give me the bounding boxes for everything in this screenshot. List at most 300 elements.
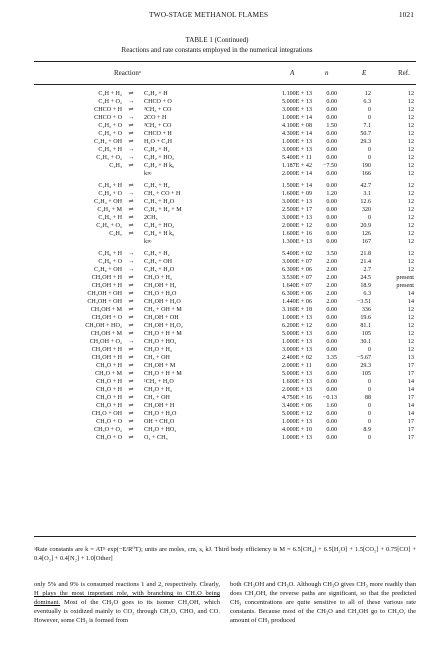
- cell-a-value: 1.000E + 13: [282, 139, 313, 145]
- cell-a-value: 2.000E + 14: [282, 171, 313, 177]
- cell-n-value: 3.35: [326, 355, 337, 361]
- table-row: [0, 206, 434, 214]
- cell-e-value: 42.7: [360, 183, 371, 189]
- cell-reactant: CH₂OH + H: [91, 347, 122, 353]
- cell-reactant: CH₃OH + H: [91, 275, 122, 281]
- cell-arrow: ⇌: [128, 411, 134, 417]
- cell-product: ³CH₂ + CO: [144, 107, 172, 113]
- cell-e-value: 21.4: [360, 259, 371, 265]
- table-row: [0, 98, 434, 106]
- cell-arrow: →: [127, 267, 135, 273]
- table-row: [0, 290, 434, 298]
- cell-ref-value: 12: [407, 199, 414, 205]
- cell-reactant: C₂H₂ + O: [98, 123, 122, 129]
- cell-arrow: ⇌: [128, 183, 134, 189]
- cell-reactant: CH₃O + H: [96, 395, 122, 401]
- cell-arrow: ⇌: [128, 131, 134, 137]
- cell-ref-value: 12: [407, 155, 414, 161]
- cell-e-value: 0: [367, 387, 371, 393]
- cell-arrow: ⇌: [128, 395, 134, 401]
- cell-ref-value: 14: [407, 299, 414, 305]
- cell-product: CH₂OH + H₂O₂: [144, 323, 183, 329]
- table-row: [0, 274, 434, 282]
- cell-arrow: →: [127, 259, 135, 265]
- cell-a-value: 4.750E + 16: [282, 395, 313, 401]
- cell-product: ³CH₂ + CO: [144, 123, 172, 129]
- running-head-title: TWO-STAGE METHANOL FLAMES: [149, 10, 269, 19]
- cell-product: CH₂OH + OH: [144, 315, 179, 321]
- cell-arrow: ⇌: [128, 231, 134, 237]
- table-row: [0, 314, 434, 322]
- cell-n-value: 1.20: [326, 191, 337, 197]
- cell-a-value: 1.300E + 13: [282, 239, 313, 245]
- cell-n-value: 0.00: [326, 107, 337, 113]
- cell-product: k∞: [144, 239, 152, 245]
- cell-arrow: ⇌: [128, 347, 134, 353]
- cell-product: C₂H₅ + H₂O: [144, 267, 175, 273]
- cell-arrow: ⇌: [128, 323, 134, 329]
- cell-e-value: 0: [367, 215, 371, 221]
- table-row: [0, 330, 434, 338]
- cell-n-value: 0.00: [326, 315, 337, 321]
- cell-arrow: ⇌: [128, 139, 134, 145]
- cell-a-value: 1.500E + 14: [282, 183, 313, 189]
- cell-reactant: CH₃OH + O: [91, 315, 122, 321]
- cell-e-value: 6.3: [363, 99, 371, 105]
- cell-product: CH₂O + HO₂: [144, 339, 177, 345]
- cell-reactant: CHCO + O: [94, 115, 122, 121]
- cell-n-value: 2.00: [326, 283, 337, 289]
- cell-n-value: 2.00: [326, 275, 337, 281]
- table-row: [0, 426, 434, 434]
- cell-e-value: 81.1: [360, 323, 371, 329]
- cell-product: CH₃ + CO + H: [144, 191, 181, 197]
- cell-a-value: 2.000E + 11: [282, 363, 312, 369]
- cell-reactant: CH₂OH + M: [90, 331, 122, 337]
- table-row: [0, 90, 434, 98]
- cell-product: CH₂OH + H₂: [144, 283, 177, 289]
- table-row: [0, 354, 434, 362]
- cell-ref-value: 12: [407, 171, 414, 177]
- cell-n-value: 2.00: [326, 291, 337, 297]
- table-row: [0, 162, 434, 170]
- cell-ref-value: 17: [407, 363, 414, 369]
- cell-n-value: 1.60: [326, 403, 337, 409]
- cell-a-value: 1.600E + 09: [282, 191, 313, 197]
- table-row: [0, 230, 434, 238]
- cell-arrow: →: [127, 99, 135, 105]
- cell-n-value: 0.00: [326, 91, 337, 97]
- cell-n-value: 0.00: [326, 147, 337, 153]
- cell-arrow: ⇌: [128, 419, 134, 425]
- cell-product: C₂H₂ + H k₀: [144, 163, 175, 169]
- cell-arrow: ⇌: [128, 435, 134, 441]
- cell-a-value: 2.000E + 12: [282, 223, 313, 229]
- cell-product: CH₂O + H + M: [144, 371, 182, 377]
- cell-e-value: 88: [364, 395, 371, 401]
- cell-product: C₂H₅ + OH: [144, 259, 172, 265]
- cell-e-value: 0: [367, 435, 371, 441]
- table-row: [0, 386, 434, 394]
- cell-n-value: 0.00: [326, 419, 337, 425]
- cell-reactant: CH₃O + O: [96, 435, 122, 441]
- cell-arrow: →: [127, 115, 135, 121]
- cell-ref-value: 12: [407, 267, 414, 273]
- cell-e-value: 12: [364, 91, 371, 97]
- cell-reactant: CH₃O + O₂: [94, 427, 122, 433]
- cell-a-value: 3.160E + 18: [282, 307, 313, 313]
- cell-a-value: 1.600E + 16: [282, 231, 313, 237]
- cell-a-value: 5.000E + 12: [282, 411, 313, 417]
- cell-n-value: 1.50: [326, 123, 337, 129]
- table-row: [0, 394, 434, 402]
- cell-reactant: CH₂OH + O₂: [89, 339, 122, 345]
- cell-e-value: 0: [367, 411, 371, 417]
- cell-n-value: 0.00: [326, 215, 337, 221]
- cell-product: C₂H₂ + H: [144, 91, 168, 97]
- col-header-e: E: [362, 69, 367, 77]
- cell-n-value: 0.00: [326, 239, 337, 245]
- cell-n-value: 0.00: [326, 99, 337, 105]
- cell-arrow: ⇌: [128, 315, 134, 321]
- cell-e-value: 336: [361, 307, 371, 313]
- cell-reactant: C₂H₆ + O: [98, 259, 122, 265]
- col-header-reaction: Reactionᵃ: [114, 69, 141, 77]
- table-row: [0, 266, 434, 274]
- cell-a-value: 5.400E + 11: [282, 155, 312, 161]
- cell-ref-value: 12: [407, 215, 414, 221]
- cell-arrow: ⇌: [128, 427, 134, 433]
- cell-a-value: 4.000E + 10: [282, 427, 313, 433]
- cell-product: CH₂O + H₂O: [144, 411, 177, 417]
- cell-e-value: 167: [361, 239, 371, 245]
- cell-product: C₂H₃ + H₂: [144, 183, 170, 189]
- table-row: [0, 222, 434, 230]
- cell-a-value: 1.000E + 13: [282, 339, 313, 345]
- cell-product: CH₃O + H₂O: [144, 291, 177, 297]
- cell-reactant: C₂H₆ + OH: [94, 267, 122, 273]
- cell-e-value: 105: [361, 331, 371, 337]
- cell-product: CH₃ + OH: [144, 395, 170, 401]
- cell-n-value: 0.00: [326, 199, 337, 205]
- cell-e-value: 29.3: [360, 363, 371, 369]
- table-row: [0, 306, 434, 314]
- cell-product: O₂ + CH₃: [144, 435, 168, 441]
- cell-a-value: 6.200E + 12: [282, 323, 313, 329]
- cell-a-value: 3.000E + 13: [282, 107, 313, 113]
- cell-arrow: ⇌: [128, 283, 134, 289]
- cell-reactant: CH₃O + H: [96, 403, 122, 409]
- cell-product: CH₂O + HO₂: [144, 427, 177, 433]
- cell-n-value: 0.00: [326, 435, 337, 441]
- table-label: TABLE 1 (Continued): [185, 36, 249, 44]
- table-caption: [0, 36, 434, 55]
- cell-e-value: 0: [367, 147, 371, 153]
- cell-e-value: 24.5: [360, 275, 371, 281]
- cell-ref-value: 14: [407, 403, 414, 409]
- cell-reactant: CH₃O + M: [95, 371, 122, 377]
- cell-ref-value: 12: [407, 191, 414, 197]
- cell-n-value: 0.00: [326, 115, 337, 121]
- cell-n-value: 0.00: [326, 155, 337, 161]
- cell-e-value: 0: [367, 419, 371, 425]
- cell-n-value: 0.00: [326, 207, 337, 213]
- cell-n-value: −0.13: [322, 395, 337, 401]
- cell-ref-value: present: [396, 275, 414, 281]
- col-header-a: A: [290, 69, 295, 77]
- cell-product: CH₂O + H + M: [144, 331, 182, 337]
- cell-reactant: C₂H₄ + M: [97, 207, 122, 213]
- cell-n-value: −7.50: [322, 163, 337, 169]
- cell-e-value: 320: [361, 207, 371, 213]
- cell-n-value: 0.00: [326, 223, 337, 229]
- cell-n-value: 2.00: [326, 259, 337, 265]
- cell-product: CH₂O + H₂: [144, 347, 172, 353]
- cell-ref-value: 12: [407, 223, 414, 229]
- cell-e-value: 0: [367, 107, 371, 113]
- cell-e-value: 166: [361, 171, 371, 177]
- table-row: [0, 370, 434, 378]
- body-text-left-underlined: H plays the most important role, with branching to CH₂O being dominant.: [34, 590, 220, 606]
- cell-a-value: 2.000E + 13: [282, 387, 313, 393]
- cell-reactant: C₂H₄ + O: [98, 191, 122, 197]
- cell-a-value: 2.400E + 02: [282, 355, 313, 361]
- cell-arrow: ⇌: [128, 291, 134, 297]
- cell-ref-value: 14: [407, 411, 414, 417]
- cell-arrow: →: [127, 147, 135, 153]
- cell-ref-value: 12: [407, 91, 414, 97]
- cell-arrow: ⇌: [128, 123, 134, 129]
- cell-product: OH + CH₂O: [144, 419, 175, 425]
- cell-n-value: 0.00: [326, 131, 337, 137]
- cell-n-value: 0.00: [326, 139, 337, 145]
- cell-n-value: 0.00: [326, 379, 337, 385]
- cell-reactant: CH₃OH + H: [91, 283, 122, 289]
- cell-ref-value: 12: [407, 315, 414, 321]
- cell-reactant: C₂H₃ + O₂: [96, 155, 122, 161]
- table-row: [0, 198, 434, 206]
- cell-arrow: →: [127, 191, 135, 197]
- cell-n-value: 0.00: [326, 331, 337, 337]
- table-row: [0, 138, 434, 146]
- cell-ref-value: present: [396, 283, 414, 289]
- cell-reactant: C₂H₄ + OH: [94, 199, 122, 205]
- cell-reactant: C₂H₅: [109, 231, 122, 237]
- cell-arrow: ⇌: [128, 207, 134, 213]
- cell-a-value: 1.187E + 42: [282, 163, 313, 169]
- cell-ref-value: 12: [407, 131, 414, 137]
- table-row: [0, 122, 434, 130]
- cell-ref-value: 12: [407, 307, 414, 313]
- cell-ref-value: 12: [407, 99, 414, 105]
- cell-e-value: 0: [367, 115, 371, 121]
- cell-n-value: 0.00: [326, 347, 337, 353]
- cell-arrow: ⇌: [128, 331, 134, 337]
- cell-arrow: ⇌: [128, 371, 134, 377]
- cell-arrow: ⇌: [128, 363, 134, 369]
- cell-reactant: CH₃OH + OH: [87, 299, 122, 305]
- table-row: [0, 182, 434, 190]
- table-row: [0, 298, 434, 306]
- table-row: [0, 146, 434, 154]
- body-text-left-column: [34, 580, 220, 625]
- table-row: [0, 402, 434, 410]
- cell-reactant: CH₃O + H: [96, 379, 122, 385]
- cell-ref-value: 14: [407, 291, 414, 297]
- cell-a-value: 1.600E + 13: [282, 379, 313, 385]
- cell-ref-value: 12: [407, 163, 414, 169]
- table-row: [0, 322, 434, 330]
- cell-a-value: 6.300E + 06: [282, 291, 313, 297]
- cell-n-value: 3.50: [326, 251, 337, 257]
- cell-n-value: 2.00: [326, 299, 337, 305]
- cell-n-value: 0.00: [326, 427, 337, 433]
- cell-n-value: 0.00: [326, 171, 337, 177]
- body-text-left-post: Most of the CH₃O goes to its isomer CH₂OH, which eventually is oxidized mainly to CO₂ through CH₂O, CHO, and CO. However, some CH₃ is formed from: [34, 599, 220, 624]
- table-title: Reactions and rate constants employed in the numerical integrations: [121, 45, 313, 54]
- table-row: [0, 362, 434, 370]
- cell-a-value: 5.000E + 13: [282, 371, 313, 377]
- cell-a-value: 4.100E + 08: [282, 123, 313, 129]
- cell-a-value: 5.000E + 13: [282, 331, 313, 337]
- table-row: [0, 378, 434, 386]
- cell-ref-value: 12: [407, 183, 414, 189]
- cell-ref-value: 12: [407, 323, 414, 329]
- cell-e-value: 0: [367, 403, 371, 409]
- cell-reactant: CHCO + H: [94, 107, 122, 113]
- cell-ref-value: 12: [407, 147, 414, 153]
- cell-a-value: 5.400E + 02: [282, 251, 313, 257]
- cell-e-value: 29.3: [360, 139, 371, 145]
- cell-product: H₂O + C₂H: [144, 139, 172, 145]
- cell-arrow: ⇌: [128, 107, 134, 113]
- cell-ref-value: 12: [407, 251, 414, 257]
- table-row: [0, 282, 434, 290]
- cell-reactant: CH₂OH + H: [91, 355, 122, 361]
- cell-a-value: 5.000E + 13: [282, 99, 313, 105]
- cell-a-value: 3.530E + 07: [282, 275, 313, 281]
- table-row: [0, 250, 434, 258]
- table-row: [0, 434, 434, 442]
- cell-product: CHCO + H: [144, 131, 172, 137]
- cell-product: CH₂OH + H₂O: [144, 299, 181, 305]
- cell-e-value: 6.3: [363, 291, 371, 297]
- cell-product: CH₂OH + M: [144, 363, 176, 369]
- cell-arrow: →: [127, 339, 135, 345]
- cell-reactant: CH₃O + O: [96, 419, 122, 425]
- cell-n-value: 0.00: [326, 363, 337, 369]
- cell-product: CHCO + O: [144, 99, 172, 105]
- cell-arrow: ⇌: [128, 91, 134, 97]
- table-row: [0, 106, 434, 114]
- cell-arrow: ⇌: [128, 215, 134, 221]
- cell-n-value: 0.00: [326, 371, 337, 377]
- cell-reactant: C₂H₅ + H: [98, 215, 122, 221]
- cell-n-value: 0.00: [326, 411, 337, 417]
- table-bottom-rule: [34, 536, 416, 537]
- cell-reactant: C₂H₆ + H: [98, 251, 122, 257]
- cell-e-value: 30.1: [360, 339, 371, 345]
- cell-arrow: ⇌: [128, 403, 134, 409]
- table-row: [0, 418, 434, 426]
- cell-a-value: 1.000E + 13: [282, 435, 313, 441]
- cell-ref-value: 12: [407, 115, 414, 121]
- page-number: 1021: [398, 10, 414, 19]
- cell-arrow: ⇌: [128, 307, 134, 313]
- cell-ref-value: 12: [407, 239, 414, 245]
- cell-arrow: ⇌: [128, 199, 134, 205]
- cell-a-value: 1.440E + 06: [282, 299, 313, 305]
- table-row: [0, 214, 434, 222]
- table-row: [0, 130, 434, 138]
- table-row: [0, 170, 434, 178]
- cell-a-value: 4.300E + 14: [282, 131, 313, 137]
- cell-a-value: 6.300E + 06: [282, 267, 313, 273]
- cell-n-value: 0.00: [326, 323, 337, 329]
- cell-a-value: 1.640E + 07: [282, 283, 313, 289]
- table-row: [0, 410, 434, 418]
- cell-arrow: ⇌: [128, 299, 134, 305]
- cell-a-value: 3.000E + 13: [282, 215, 313, 221]
- cell-n-value: 0.00: [326, 231, 337, 237]
- reaction-table-body: [0, 90, 434, 442]
- table-row: [0, 190, 434, 198]
- cell-arrow: ⇌: [128, 163, 134, 169]
- cell-ref-value: 12: [407, 207, 414, 213]
- cell-e-value: 3.1: [363, 191, 371, 197]
- cell-e-value: −3.51: [356, 299, 371, 305]
- cell-arrow: ⇌: [128, 223, 134, 229]
- cell-ref-value: 17: [407, 371, 414, 377]
- cell-ref-value: 12: [407, 231, 414, 237]
- cell-e-value: 190: [361, 163, 371, 169]
- cell-product: CH₃ + OH + M: [144, 307, 182, 313]
- cell-e-value: 105: [361, 371, 371, 377]
- cell-a-value: 1.000E + 14: [282, 115, 313, 121]
- cell-e-value: 18.9: [360, 283, 371, 289]
- cell-e-value: 7.1: [363, 123, 371, 129]
- cell-e-value: 12.6: [360, 199, 371, 205]
- cell-arrow: →: [127, 155, 135, 161]
- cell-product: 2CH₃: [144, 215, 158, 221]
- cell-ref-value: 12: [407, 107, 414, 113]
- cell-arrow: ⇌: [128, 355, 134, 361]
- table-footnote: ᵃRate constants are k = ATⁿ exp(−E/R⁰T); units are moles, cm, s, kJ. Third body efficiency is M = 6.5[CH₄] + 6.5[H₂O] + 1.5[CO₂] + 0.75[CO] + 0.4[O₂] + 0.4[N₂] + 1.0[Other]: [34, 546, 416, 562]
- cell-e-value: 0: [367, 379, 371, 385]
- cell-reactant: C₂H₄ + H: [98, 183, 122, 189]
- cell-a-value: 2.500E + 17: [282, 207, 313, 213]
- cell-a-value: 3.000E + 13: [282, 199, 313, 205]
- cell-e-value: 0: [367, 347, 371, 353]
- table-row: [0, 238, 434, 246]
- cell-reactant: C₂H + O₂: [98, 99, 122, 105]
- cell-ref-value: 17: [407, 427, 414, 433]
- table-row: [0, 338, 434, 346]
- cell-a-value: 1.000E + 13: [282, 419, 313, 425]
- cell-a-value: 1.000E + 13: [282, 315, 313, 321]
- cell-product: CH₂O + H₂: [144, 387, 172, 393]
- cell-reactant: CH₃O + H: [96, 363, 122, 369]
- table-row: [0, 258, 434, 266]
- cell-n-value: 0.00: [326, 183, 337, 189]
- cell-ref-value: 12: [407, 139, 414, 145]
- cell-reactant: CH₃OH + M: [90, 307, 122, 313]
- table-row: [0, 154, 434, 162]
- col-header-ref: Ref.: [398, 69, 410, 77]
- body-text-right-column: both CH₃OH and CH₃O. Although CH₃O gives CH₃ more readily than does CH₂OH, the reverse paths are significant, so that the predicted CH₃ concentrations are quite sensitive to all of these various rate constants. Because most of the CH₃O and CH₂OH go to CH₂O, the amount of CH₃ produced: [230, 581, 416, 624]
- cell-product: CH₂OH + H: [144, 403, 175, 409]
- cell-ref-value: 17: [407, 435, 414, 441]
